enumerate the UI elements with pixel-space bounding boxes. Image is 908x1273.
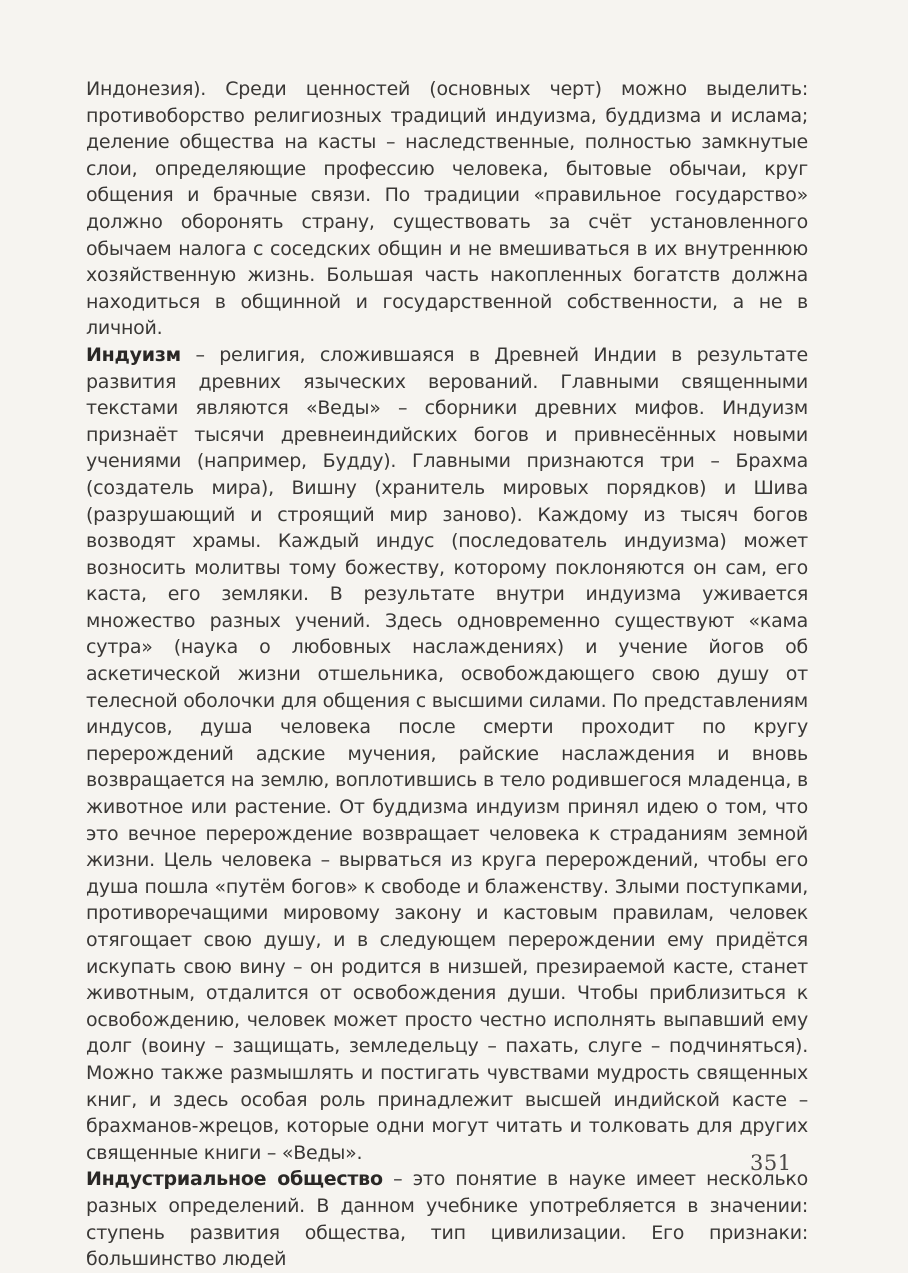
term-hinduism: Индуизм (86, 343, 181, 366)
paragraph-text: – это понятие в науке имеет несколько разных определений. В данном учебнике употребляется в значении: ступень развития общества, тип цивилизации. Его признаки: большинство людей (86, 1168, 808, 1271)
paragraph-hinduism (86, 342, 808, 1166)
paragraph-text: Индонезия). Среди ценностей (основных черт) можно выделить: противоборство религиозных традиций индуизма, буддизма и ислама; деление общества на касты – наследственные, полностью замкнутые слои, определяющие профессию человека, бытовые обычаи, круг общения и брачные связи. По традиции «правильное государство» должно оборонять страну, существовать за счёт установленного обычаем налога с соседских общин и не вмешиваться в их внутреннюю хозяйственную жизнь. Большая часть накопленных богатств должна находиться в общинной и государственной собственности, а не в личной. (86, 78, 808, 340)
page-number: 351 (750, 1151, 792, 1175)
page-body (86, 76, 808, 1273)
paragraph-indonesia-values (86, 76, 808, 342)
paragraph-industrial-society (86, 1166, 808, 1272)
paragraph-text: – религия, сложившаяся в Древней Индии в результате развития древних языческих верований. Главными священными текстами являются «Веды» – сборники древних мифов. Индуизм признаёт тысячи древнеиндийских богов и привнесённых новыми учениями (например, Будду). Главными признаются три – Брахма (создатель мира), Вишну (хранитель мировых порядков) и Шива (разрушающий и строящий мир заново). Каждому из тысяч богов возводят храмы. Каждый индус (последователь индуизма) может возносить молитвы тому божеству, которому поклоняются он сам, его каста, его земляки. В результате внутри индуизма уживается множество разных учений. Здесь одновременно существуют «кама сутра» (наука о любовных наслаждениях) и учение йогов об аскетической жизни отшельника, освобождающего свою душу от телесной оболочки для общения с высшими силами. По представлениям индусов, душа человека после смерти проходит по кругу перерождений адские мучения, райские наслаждения и вновь возвращается на землю, воплотившись в тело родившегося младенца, в животное или растение. От буддизма индуизм принял идею о том, что это вечное перерождение возвращает человека к страданиям земной жизни. Цель человека – вырваться из круга перерождений, чтобы его душа пошла «путём богов» к свободе и блаженству. Злыми поступками, противоречащими мировому закону и кастовым правилам, человек отягощает свою душу, и в следующем перерождении ему придётся искупать свою вину – он родится в низшей, презираемой касте, станет животным, отдалится от освобождения души. Чтобы приблизиться к освобождению, человек может просто честно исполнять выпавший ему долг (воину – защищать, земледельцу – пахать, слуге – подчиняться). Можно также размышлять и постигать чувствами мудрость священных книг, и здесь особая роль принадлежит высшей индийской касте – брахманов-жрецов, которые одни могут читать и толковать для других священные книги – «Веды». (86, 343, 808, 1164)
term-industrial-society: Индустриальное общество (86, 1168, 383, 1191)
